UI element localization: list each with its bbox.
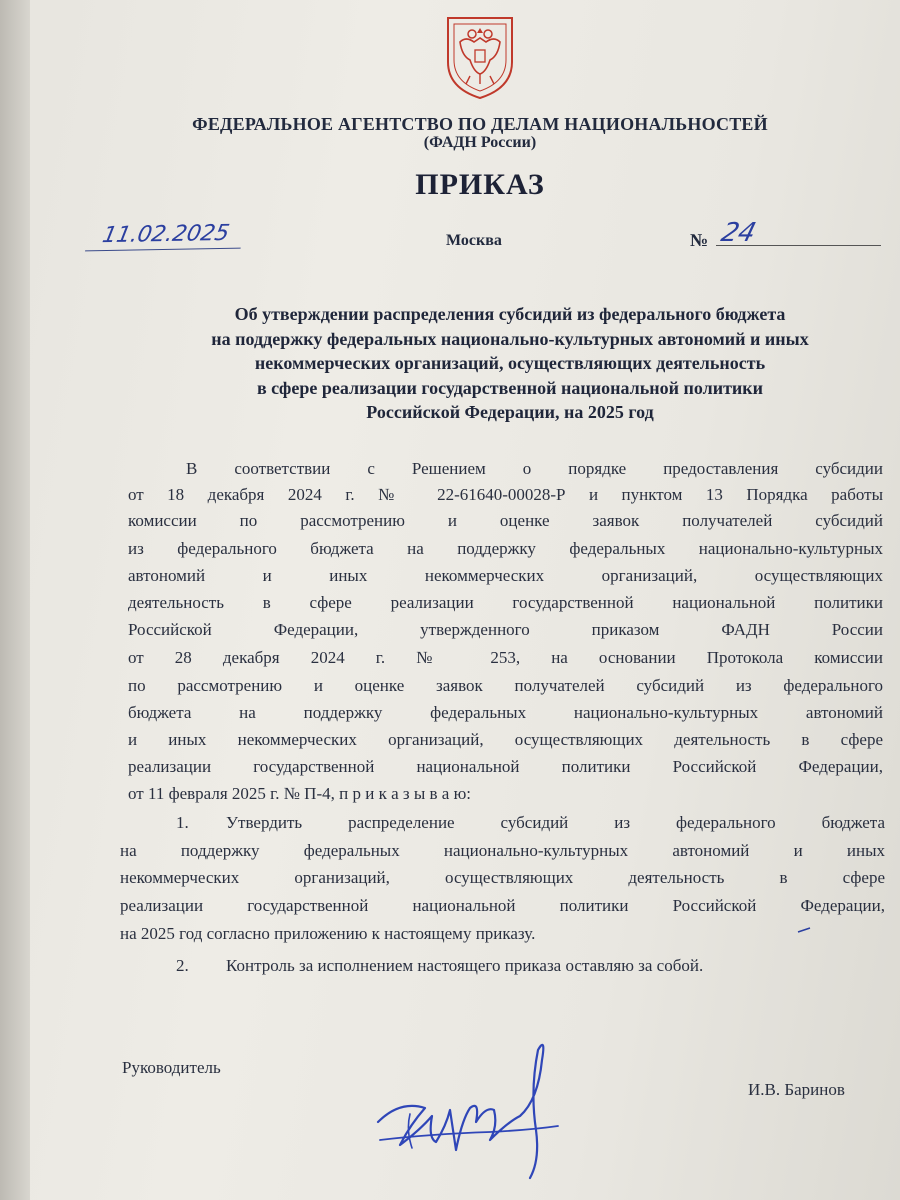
item-line: реализации государственной национальной политики Российской Федерации,	[120, 896, 885, 915]
subject-line: Российской Федерации, на 2025 год	[366, 402, 654, 422]
body-line: по рассмотрению и оценке заявок получателей субсидий из федерального	[128, 676, 883, 695]
item-line: на поддержку федеральных национально-культурных автономий и иных	[120, 841, 885, 860]
body-line: комиссии по рассмотрению и оценке заявок получателей субсидий	[128, 511, 883, 530]
body-line: от 18 декабря 2024 г. № 22-61640-00028-Р и пунктом 13 Порядка работы	[128, 485, 883, 504]
item-2-text: Контроль за исполнением настоящего приказа оставляю за собой.	[226, 956, 704, 975]
agency-name: ФЕДЕРАЛЬНОЕ АГЕНТСТВО ПО ДЕЛАМ НАЦИОНАЛЬНОСТЕЙ	[192, 114, 768, 134]
item-2-line	[176, 953, 885, 979]
body-line: от 28 декабря 2024 г. № 253, на основании Протокола комиссии	[128, 648, 883, 667]
body-line: деятельность в сфере реализации государственной национальной политики	[128, 593, 883, 612]
document-type: ПРИКАЗ	[415, 168, 545, 201]
item-number: 2.	[176, 956, 189, 975]
subject-line: в сфере реализации государственной национальной политики	[256, 377, 764, 398]
number-label: №	[690, 230, 709, 250]
item-1-text: Утвердить распределение субсидий из федерального бюджета	[226, 813, 885, 832]
pen-mark-icon	[796, 922, 812, 938]
document-date: 11.02.2025	[85, 221, 246, 252]
document-subject	[100, 302, 900, 425]
subject-line: некоммерческих организаций, осуществляющих деятельность	[254, 353, 766, 373]
item-1-line	[176, 810, 885, 836]
body-line: бюджета на поддержку федеральных национально-культурных автономий	[128, 703, 883, 722]
handwritten-signature	[370, 1030, 580, 1180]
body-line: В соответствии с Решением о порядке предоставления субсидии	[186, 459, 883, 478]
item-number: 1.	[176, 813, 189, 832]
document-city: Москва	[446, 232, 502, 249]
subject-line: на поддержку федеральных национально-культурных автономий и иных	[211, 328, 809, 349]
coat-of-arms-icon	[440, 12, 520, 100]
body-line: и иных некоммерческих организаций, осуществляющих деятельность в сфере	[128, 730, 883, 749]
body-line: реализации государственной национальной политики Российской Федерации,	[128, 757, 883, 776]
signatory-name: И.В. Баринов	[748, 1080, 845, 1099]
body-line: от 11 февраля 2025 г. № П-4, п р и к а з ы в а ю:	[128, 784, 472, 803]
item-line: на 2025 год согласно приложению к настоящему приказу.	[120, 924, 536, 943]
item-line: некоммерческих организаций, осуществляющих деятельность в сфере	[120, 868, 885, 887]
signatory-position: Руководитель	[122, 1058, 221, 1077]
body-line: автономий и иных некоммерческих организаций, осуществляющих	[128, 566, 883, 585]
agency-short-name: (ФАДН России)	[423, 134, 537, 151]
subject-line: Об утверждении распределения субсидий из федерального бюджета	[234, 304, 786, 324]
body-line: из федерального бюджета на поддержку федеральных национально-культурных	[128, 539, 883, 558]
document-number: 24	[717, 218, 760, 248]
body-line: Российской Федерации, утвержденного приказом ФАДН России	[128, 620, 883, 639]
